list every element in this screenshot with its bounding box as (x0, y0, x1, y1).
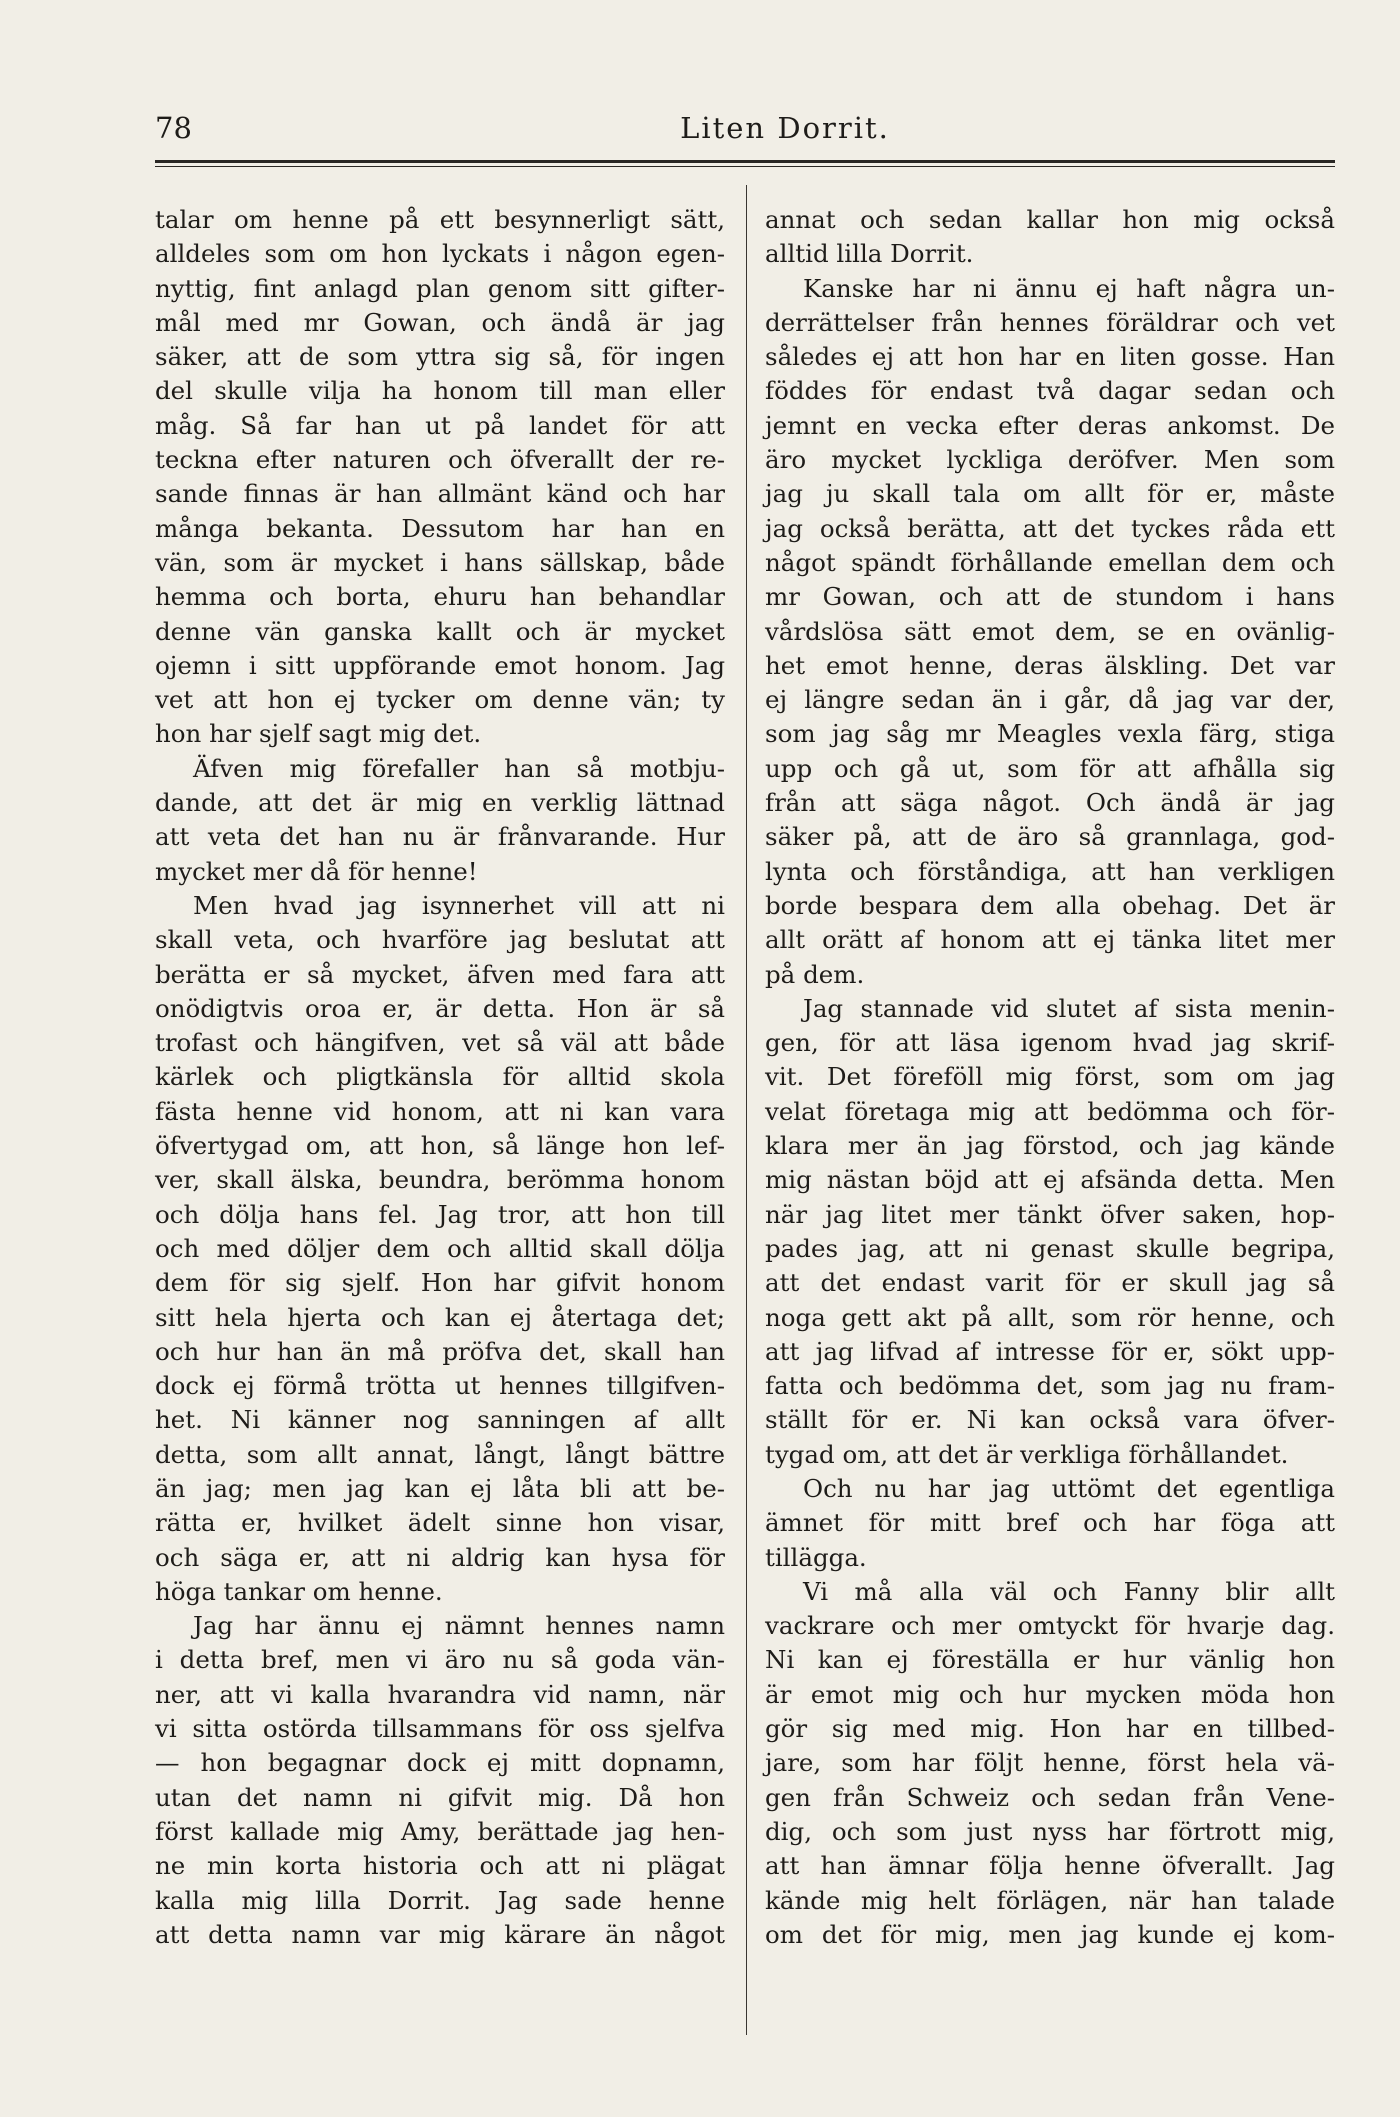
text-line: sande finnas är han allmänt känd och har (155, 479, 725, 509)
text-line: Äfven mig förefaller han så motbju- (193, 753, 725, 783)
text-line: talar om henne på ett besynnerligt sätt, (155, 205, 725, 234)
header-rule-thin (155, 166, 1335, 167)
text-line: att det endast varit för er skull jag så (765, 1268, 1335, 1298)
text-line: denne vän ganska kallt och är mycket (155, 616, 725, 646)
text-line: att jag lifvad af intresse för er, sökt upp- (765, 1336, 1335, 1366)
text-line: Ni kan ej föreställa er hur vänlig hon (765, 1645, 1335, 1675)
text-line: jag ju skall tala om allt för er, måste (765, 479, 1335, 509)
text-line: onödigtvis oroa er, är detta. Hon är så (155, 993, 725, 1023)
text-line: många bekanta. Dessutom har han en (155, 513, 725, 543)
text-line: jag också berätta, att det tyckes råda ett (765, 513, 1335, 543)
text-line: i detta bref, men vi äro nu så goda vän- (155, 1645, 725, 1675)
text-line: upp och gå ut, som för att afhålla sig (765, 753, 1335, 783)
text-line: ställt för er. Ni kan också vara öfver- (765, 1405, 1335, 1435)
text-line: annat och sedan kallar hon mig också (765, 205, 1335, 234)
running-title: Liten Dorrit. (680, 111, 890, 145)
text-line: gen, för att läsa igenom hvad jag skrif- (765, 1028, 1335, 1058)
text-line: dem för sig sjelf. Hon har gifvit honom (155, 1268, 725, 1298)
text-line: först kallade mig Amy, berättade jag hen- (155, 1816, 725, 1846)
text-line: teckna efter naturen och öfverallt der re- (155, 445, 725, 475)
text-line: pades jag, att ni genast skulle begripa, (765, 1233, 1335, 1263)
text-line: nyttig, fint anlagd plan genom sitt gifter- (155, 273, 725, 303)
text-line: noga gett akt på allt, som rör henne, och (765, 1302, 1335, 1332)
text-line: och säga er, att ni aldrig kan hysa för (155, 1542, 725, 1572)
text-line: dock ej förmå trötta ut hennes tillgifven- (155, 1371, 725, 1401)
text-line: när jag litet mer tänkt öfver saken, hop- (765, 1199, 1335, 1229)
text-line: är emot mig och hur mycken möda hon (765, 1679, 1335, 1709)
text-line: dande, att det är mig en verklig lättnad (155, 788, 725, 818)
text-line: från att säga något. Och ändå är jag (765, 788, 1335, 818)
text-line: berätta er så mycket, äfven med fara att (155, 959, 725, 989)
text-line: vackrare och mer omtyckt för hvarje dag. (765, 1611, 1335, 1641)
text-line: på dem. (765, 959, 865, 989)
running-head (155, 108, 1335, 148)
text-line: och med döljer dem och alltid skall dölja (155, 1233, 725, 1263)
text-line: velat företaga mig att bedömma och för- (765, 1096, 1335, 1126)
text-line: mr Gowan, och att de stundom i hans (765, 582, 1335, 612)
text-line: måg. Så far han ut på landet för att (155, 410, 725, 440)
text-line: alldeles som om hon lyckats i någon egen- (155, 239, 725, 269)
text-line: ver, skall älska, beundra, berömma honom (155, 1165, 725, 1195)
text-line: del skulle vilja ha honom till man eller (155, 376, 725, 406)
text-line: gen från Schweiz och sedan från Vene- (765, 1782, 1335, 1812)
text-line: vet att hon ej tycker om denne vän; ty (155, 685, 725, 715)
left-column (155, 203, 725, 1952)
text-line: om det för mig, men jag kunde ej kom- (765, 1919, 1335, 1949)
text-line: kalla mig lilla Dorrit. Jag sade henne (155, 1885, 725, 1915)
text-line: skall veta, och hvarföre jag beslutat att (155, 925, 725, 955)
page-number: 78 (155, 111, 192, 145)
text-line: mig nästan böjd att ej afsända detta. Men (765, 1165, 1335, 1195)
text-line: föddes för endast två dagar sedan och (765, 376, 1335, 406)
text-line: borde bespara dem alla obehag. Det är (765, 890, 1335, 920)
text-line: lynta och förståndiga, att han verkligen (765, 856, 1335, 886)
right-column (765, 203, 1335, 1952)
text-line: äro mycket lyckliga deröfver. Men som (765, 445, 1335, 475)
text-line: och hur han än må pröfva det, skall han (155, 1336, 725, 1366)
text-line: derrättelser från hennes föräldrar och vet (765, 307, 1335, 337)
text-line: kände mig helt förlägen, när han talade (765, 1885, 1335, 1915)
text-line: klara mer än jag förstod, och jag kände (765, 1131, 1335, 1161)
text-line: Jag stannade vid slutet af sista menin- (803, 993, 1335, 1023)
text-line: fästa henne vid honom, att ni kan vara (155, 1096, 725, 1126)
text-line: sitt hela hjerta och kan ej återtaga det; (155, 1302, 725, 1332)
text-line: het emot henne, deras älskling. Det var (765, 650, 1335, 680)
text-line: ne min korta historia och att ni plägat (155, 1851, 725, 1881)
text-line: öfvertygad om, att hon, så länge hon lef- (155, 1131, 725, 1161)
text-line: att han ämnar följa henne öfverallt. Jag (765, 1851, 1335, 1881)
text-line: jare, som har följt henne, först hela vä- (765, 1748, 1335, 1778)
text-line: hemma och borta, ehuru han behandlar (155, 582, 725, 612)
text-line: vän, som är mycket i hans sällskap, både (155, 547, 725, 577)
text-line: — hon begagnar dock ej mitt dopnamn, (155, 1748, 725, 1778)
text-line: mycket mer då för henne! (155, 856, 478, 886)
text-line: allt orätt af honom att ej tänka litet mer (765, 925, 1335, 955)
text-line: kärlek och pligtkänsla för alltid skola (155, 1062, 725, 1092)
header-rule (155, 160, 1335, 163)
text-line: hon har sjelf sagt mig det. (155, 719, 482, 749)
text-line: än jag; men jag kan ej låta bli att be- (155, 1473, 725, 1503)
text-line: ner, att vi kalla hvarandra vid namn, när (155, 1679, 725, 1709)
text-line: utan det namn ni gifvit mig. Då hon (155, 1782, 725, 1812)
text-line: Men hvad jag isynnerhet vill att ni (193, 890, 725, 920)
text-line: gör sig med mig. Hon har en tillbed- (765, 1714, 1335, 1744)
text-line: vårdslösa sätt emot dem, se en ovänlig- (765, 616, 1335, 646)
text-line: och dölja hans fel. Jag tror, att hon till (155, 1199, 725, 1229)
text-line: fatta och bedömma det, som jag nu fram- (765, 1371, 1335, 1401)
text-line: Jag har ännu ej nämnt hennes namn (193, 1611, 725, 1641)
text-line: rätta er, hvilket ädelt sinne hon visar, (155, 1508, 725, 1538)
column-divider (746, 185, 747, 2035)
text-line: detta, som allt annat, långt, långt bättre (155, 1439, 725, 1469)
text-line: som jag såg mr Meagles vexla färg, stiga (765, 719, 1335, 749)
text-line: dig, och som just nyss har förtrott mig, (765, 1816, 1335, 1846)
text-line: att veta det han nu är frånvarande. Hur (155, 822, 725, 852)
text-line: säker, att de som yttra sig så, för ingen (155, 342, 725, 372)
text-line: het. Ni känner nog sanningen af allt (155, 1405, 725, 1435)
text-line: ojemn i sitt uppförande emot honom. Jag (155, 650, 725, 680)
text-line: Kanske har ni ännu ej haft några un- (803, 273, 1335, 303)
text-line: alltid lilla Dorrit. (765, 239, 974, 269)
text-line: mål med mr Gowan, och ändå är jag (155, 307, 725, 337)
text-line: Och nu har jag uttömt det egentliga (803, 1473, 1335, 1503)
text-line: jemnt en vecka efter deras ankomst. De (765, 410, 1335, 440)
text-line: vit. Det föreföll mig först, som om jag (765, 1062, 1335, 1092)
text-line: något spändt förhållande emellan dem och (765, 547, 1335, 577)
text-line: vi sitta ostörda tillsammans för oss sjelfva (155, 1714, 725, 1744)
text-line: således ej att hon har en liten gosse. Han (765, 342, 1335, 372)
text-line: ämnet för mitt bref och har föga att (765, 1508, 1335, 1538)
text-line: tillägga. (765, 1542, 867, 1572)
text-line: tygad om, att det är verkliga förhållandet. (765, 1439, 1289, 1469)
text-line: Vi må alla väl och Fanny blir allt (803, 1576, 1335, 1606)
text-line: att detta namn var mig kärare än något (155, 1919, 725, 1949)
text-line: trofast och hängifven, vet så väl att både (155, 1028, 725, 1058)
text-line: säker på, att de äro så grannlaga, god- (765, 822, 1335, 852)
text-line: ej längre sedan än i går, då jag var der, (765, 685, 1335, 715)
text-line: höga tankar om henne. (155, 1576, 443, 1606)
